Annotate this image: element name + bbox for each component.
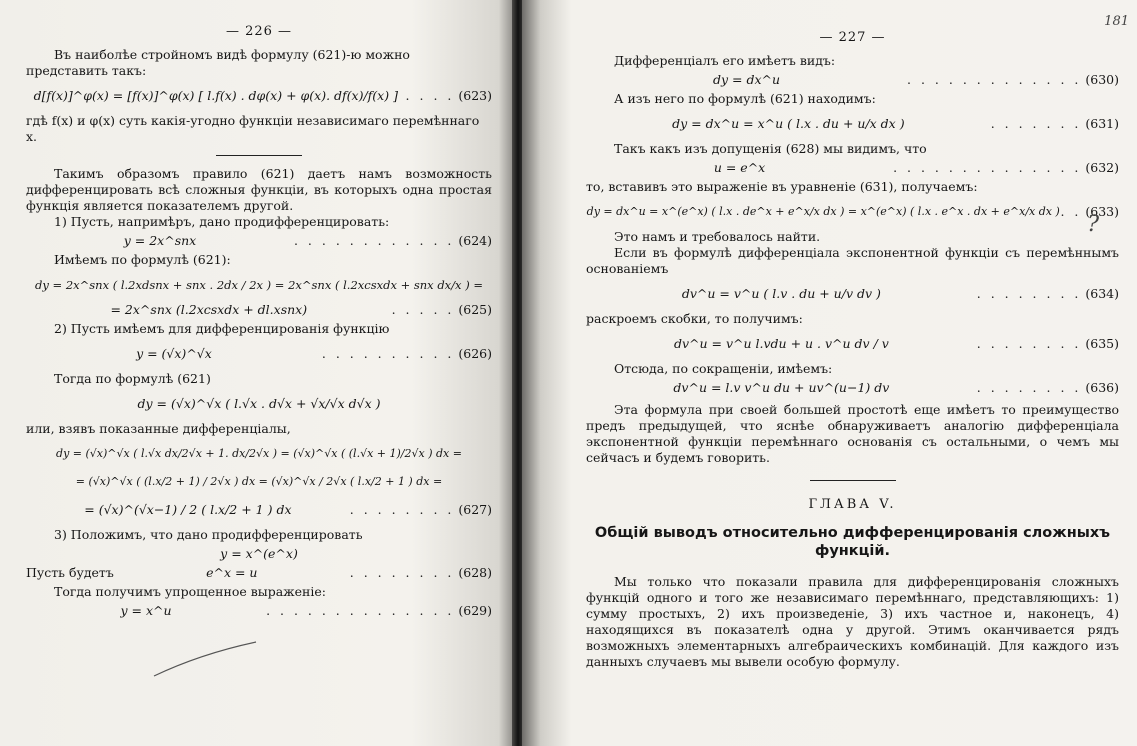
equation-635: dv^u = v^u l.vdu + u . v^u dv / v . . . . . . . . (635) xyxy=(586,333,1119,355)
chapter-heading: ГЛАВА V. xyxy=(808,497,897,512)
equation-634-number: (634) xyxy=(1085,286,1119,301)
equation-627b xyxy=(26,471,492,493)
from-it-text: А изъ него по формулѣ (621) находимъ: xyxy=(614,91,876,106)
equation-633-number: (633) xyxy=(1085,204,1119,219)
since-text: Такъ какъ изъ допущенія (628) мы видимъ, что xyxy=(614,141,927,156)
equation-636-body: dv^u = l.v v^u du + uv^(u−1) dv xyxy=(673,380,890,395)
equation-632: u = e^x . . . . . . . . . . . . . . (632) xyxy=(586,160,1119,176)
equation-626-body: y = (√x)^√x xyxy=(136,346,212,361)
equation-635-number: (635) xyxy=(1085,336,1119,351)
intro-text: Въ наиболѣе стройномъ видѣ формулу (621)-ю можно представить такъ: xyxy=(26,47,410,78)
equation-624-number: (624) xyxy=(458,233,492,248)
equation-dy-body: dy = (√x)^√x ( l.√x . d√x + √x/√x d√x ) xyxy=(137,396,381,411)
equation-628-number: (628) xyxy=(458,565,492,580)
equation-625: = 2x^snx (l.2xcsxdx + dl.xsnx) . . . . . (625) xyxy=(26,302,492,318)
equation-624: y = 2x^snx . . . . . . . . . . . . (624) xyxy=(26,233,492,249)
left-page xyxy=(0,0,514,746)
or-taking-text: или, взявъ показанные дифференціалы, xyxy=(26,421,291,436)
where-text: гдѣ f(x) и φ(x) суть какія-угодно функціи независимаго перемѣннаго x. xyxy=(26,113,480,144)
equation-y-exp xyxy=(26,546,492,562)
reducing-text: Отсюда, по сокращеніи, имѣемъ: xyxy=(614,361,833,376)
equation-635-body: dv^u = v^u l.vdu + u . v^u dv / v xyxy=(673,336,889,351)
equation-630: dy = dx^u . . . . . . . . . . . . . (630) xyxy=(586,72,1119,88)
equation-636-number: (636) xyxy=(1085,380,1119,395)
equation-625a xyxy=(26,274,492,296)
equation-627a-body: dy = (√x)^√x ( l.√x dx/2√x + 1. dx/2√x ) = (√x)^√x ( (l.√x + 1)/2√x ) dx = xyxy=(56,447,462,460)
equation-631-number: (631) xyxy=(1085,116,1119,131)
paragraph-1: Такимъ образомъ правило (621) даетъ намъ возможность дифференцировать всѣ сложныя функціи, въ которыхъ одна простая функція является показателемъ другой. xyxy=(26,166,492,213)
equation-627a xyxy=(26,443,492,465)
equation-623: d[f(x)]^φ(x) = [f(x)]^φ(x) [ l.f(x) . dφ(x) + φ(x). df(x)/f(x) ] . . . . (623) xyxy=(26,85,492,107)
equation-dy xyxy=(26,393,492,415)
equation-624-body: y = 2x^snx xyxy=(123,233,197,248)
have-by-text: Имѣемъ по формулѣ (621): xyxy=(54,252,231,267)
chapter-separator-rule xyxy=(810,480,896,481)
equation-633-body: dy = dx^u = x^(e^x) ( l.x . de^x + e^x/x dx ) = x^(e^x) ( l.x . e^x . dx + e^x/x dx ) xyxy=(586,205,1060,218)
equation-628-body: e^x = u xyxy=(206,565,258,580)
equation-625b-body: = 2x^snx (l.2xcsxdx + dl.xsnx) xyxy=(110,302,308,317)
equation-632-body: u = e^x xyxy=(713,160,766,175)
equation-623-body: d[f(x)]^φ(x) = [f(x)]^φ(x) [ l.f(x) . dφ(x) + φ(x). df(x)/f(x) ] xyxy=(33,88,398,103)
equation-623-number: (623) xyxy=(458,88,492,103)
case-3-text: 3) Положимъ, что дано продифференцировать xyxy=(54,527,363,542)
equation-627b-body: = (√x)^√x ( (l.x/2 + 1) / 2√x ) dx = (√x)^√x / 2√x ( l.x/2 + 1 ) dx = xyxy=(75,475,443,488)
equation-631: dy = dx^u = x^u ( l.x . du + u/x dx ) . . . . . . . (631) xyxy=(586,113,1119,135)
equation-634-body: dv^u = v^u ( l.v . du + u/v dv ) xyxy=(681,286,881,301)
equation-632-number: (632) xyxy=(1085,160,1119,175)
equation-627c-body: = (√x)^(√x−1) / 2 ( l.x/2 + 1 ) dx xyxy=(84,502,292,517)
equation-628: Пусть будетъ e^x = u . . . . . . . . (628) xyxy=(26,565,492,580)
page-number-227: — 227 — xyxy=(819,30,886,45)
case-2-text: 2) Пусть имѣемъ для дифференцированія функцію xyxy=(54,321,390,336)
diff-has-text: Дифференціалъ его имѣетъ видъ: xyxy=(614,53,836,68)
equation-627: = (√x)^(√x−1) / 2 ( l.x/2 + 1 ) dx . . . . . . . . (627) xyxy=(26,499,492,521)
equation-636: dv^u = l.v v^u du + uv^(u−1) dv . . . . . . . . (636) xyxy=(586,380,1119,396)
let-be-text: Пусть будетъ xyxy=(26,565,114,580)
required-text: Это намъ и требовалось найти. xyxy=(614,229,821,244)
equation-630-body: dy = dx^u xyxy=(712,72,781,87)
open-brackets-text: раскроемъ скобки, то получимъ: xyxy=(586,311,803,326)
equation-626: y = (√x)^√x . . . . . . . . . . (626) xyxy=(26,343,492,365)
right-page xyxy=(522,0,1137,746)
equation-629-body: y = x^u xyxy=(120,603,172,618)
equation-625-number: (625) xyxy=(458,302,492,317)
then-621-text: Тогда по формулѣ (621) xyxy=(54,371,211,386)
margin-question-mark: ? xyxy=(1087,212,1099,237)
equation-629-number: (629) xyxy=(458,603,492,618)
equation-629: y = x^u . . . . . . . . . . . . . . (629) xyxy=(26,603,492,619)
equation-625a-body: dy = 2x^snx ( l.2xdsnx + snx . 2dx / 2x ) = 2x^snx ( l.2xcsxdx + snx dx/x ) = xyxy=(35,278,483,292)
simplified-text: Тогда получимъ упрощенное выраженіе: xyxy=(54,584,326,599)
case-1-text: 1) Пусть, напримѣръ, дано продифференцировать: xyxy=(54,214,390,229)
if-formula-text: Если въ формулѣ дифференціала экспонентной функціи съ перемѣннымъ основаніемъ xyxy=(586,245,1119,276)
page-number-226: — 226 — xyxy=(225,24,293,39)
margin-page-note: 181 xyxy=(1104,14,1129,29)
equation-631-body: dy = dx^u = x^u ( l.x . du + u/x dx ) xyxy=(672,116,905,131)
chapter-title: Общій выводъ относительно дифференцированія сложныхъ функцій. xyxy=(594,525,1111,559)
equation-627-number: (627) xyxy=(458,502,492,517)
separator-rule xyxy=(216,155,302,156)
chapter-paragraph: Мы только что показали правила для дифференцированія сложныхъ функцій одного и того же независимаго перемѣннаго, представляющихъ: 1) сумму простыхъ, 2) ихъ произведеніе, 3) ихъ частное и, наконецъ, 4) находящихся въ показателѣ одна у другой. Этимъ оканчивается рядъ возможныхъ элементарныхъ алгебраическихъ комбинацій. Для каждого изъ данныхъ случаевъ мы вывели особую формулу. xyxy=(586,574,1119,669)
equation-633: dy = dx^u = x^(e^x) ( l.x . de^x + e^x/x dx ) = x^(e^x) ( l.x . e^x . dx + e^x/x dx ) . . (633) xyxy=(586,201,1119,223)
equation-y-exp-body: y = x^(e^x) xyxy=(220,546,298,561)
equation-626-number: (626) xyxy=(458,346,492,361)
final-paragraph: Эта формула при своей большей простотѣ еще имѣетъ то преимущество предъ предыдущей, что яснѣе обнаруживаетъ аналогію дифференціала экспонентной функціи перемѣннаго основанія съ остальными, о чемъ мы сейчасъ и будемъ говорить. xyxy=(586,402,1119,465)
pencil-stroke-mark xyxy=(150,640,260,680)
equation-634: dv^u = v^u ( l.v . du + u/v dv ) . . . . . . . . (634) xyxy=(586,283,1119,305)
then-sub-text: то, вставивъ это выраженіе въ уравненіе (631), получаемъ: xyxy=(586,179,978,194)
equation-630-number: (630) xyxy=(1085,72,1119,87)
